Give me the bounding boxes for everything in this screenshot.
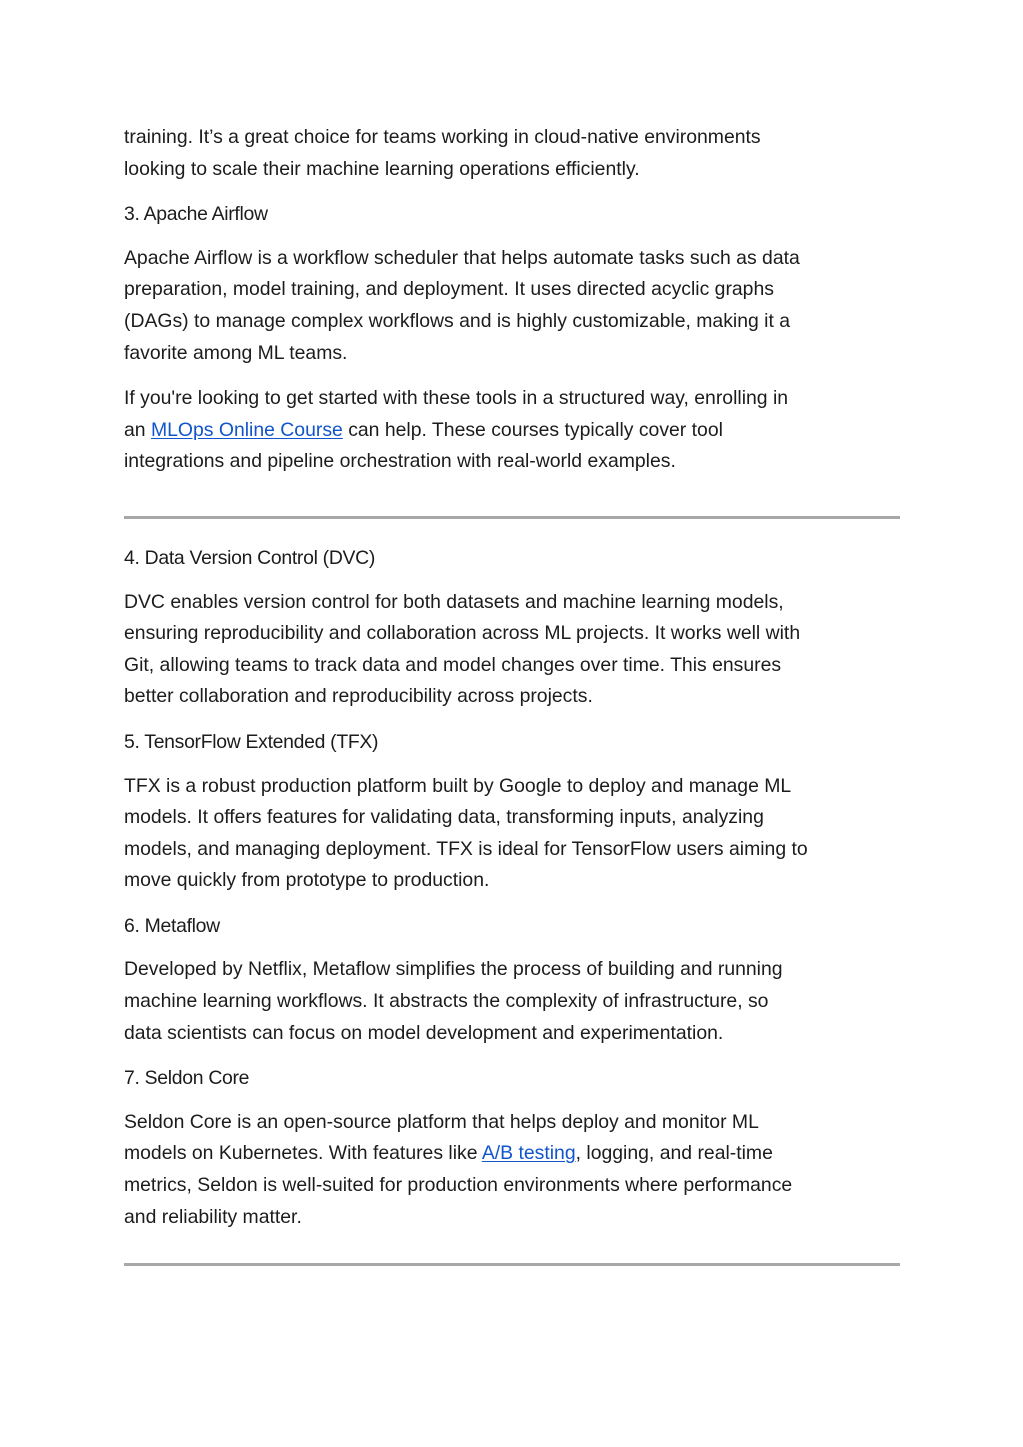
heading-apache-airflow: 3. Apache Airflow [124, 203, 268, 226]
airflow-line-3: (DAGs) to manage complex workflows and is highly customizable, making it a [124, 309, 791, 332]
intro-paragraph [124, 122, 914, 185]
seldon-line-4: and reliability matter. [124, 1205, 302, 1228]
heading-dvc: 4. Data Version Control (DVC) [124, 546, 376, 569]
mlops-line-2-suffix: can help. These courses typically cover tool [342, 418, 723, 441]
bottom-divider [124, 1263, 900, 1266]
seldon-line-1: Seldon Core is an open-source platform that helps deploy and monitor ML [124, 1110, 759, 1133]
tfx-line-1: TFX is a robust production platform built by Google to deploy and manage ML [124, 774, 792, 797]
intro-line-1: training. It’s a great choice for teams working in cloud-native environments [124, 126, 761, 148]
tfx-line-4: move quickly from prototype to production. [124, 869, 490, 892]
seldon-line-2-prefix: models on Kubernetes. With features like [124, 1142, 482, 1165]
dvc-line-3: Git, allowing teams to track data and model changes over time. This ensures [124, 653, 782, 676]
metaflow-line-1: Developed by Netflix, Metaflow simplifies the process of building and running [124, 958, 783, 981]
ab-testing-link[interactable]: A/B testing [481, 1142, 576, 1165]
heading-tfx: 5. TensorFlow Extended (TFX) [124, 730, 379, 753]
mlops-line-1: If you're looking to get started with these tools in a structured way, enrolling in [124, 387, 789, 410]
intro-line-2: looking to scale their machine learning operations efficiently. [124, 157, 640, 180]
tfx-line-2: models. It offers features for validating data, transforming inputs, analyzing [124, 806, 764, 829]
metaflow-paragraph [124, 954, 914, 1049]
heading-metaflow: 6. Metaflow [124, 914, 220, 937]
seldon-paragraph [124, 1107, 914, 1233]
mlops-line-2-prefix: an [124, 418, 151, 441]
airflow-line-1: Apache Airflow is a workflow scheduler that helps automate tasks such as data [124, 246, 800, 269]
airflow-line-2: preparation, model training, and deployment. It uses directed acyclic graphs [124, 278, 774, 301]
dvc-line-1: DVC enables version control for both datasets and machine learning models, [124, 590, 784, 613]
section-divider [124, 516, 900, 519]
mlops-online-course-link[interactable]: MLOps Online Course [150, 418, 343, 441]
mlops-course-paragraph [124, 383, 914, 478]
airflow-line-4: favorite among ML teams. [124, 341, 348, 364]
heading-seldon-core: 7. Seldon Core [124, 1067, 250, 1090]
metaflow-line-3: data scientists can focus on model development and experimentation. [124, 1021, 724, 1044]
tfx-paragraph [124, 771, 914, 897]
seldon-line-2-suffix: , logging, and real-time [575, 1142, 773, 1165]
mlops-line-3: integrations and pipeline orchestration with real-world examples. [124, 450, 676, 473]
document-page [124, 122, 914, 1290]
airflow-paragraph [124, 243, 914, 369]
dvc-paragraph [124, 587, 914, 713]
dvc-line-2: ensuring reproducibility and collaboration across ML projects. It works well with [124, 622, 801, 645]
metaflow-line-2: machine learning workflows. It abstracts the complexity of infrastructure, so [124, 990, 769, 1013]
tfx-line-3: models, and managing deployment. TFX is ideal for TensorFlow users aiming to [124, 837, 808, 860]
dvc-line-4: better collaboration and reproducibility across projects. [124, 685, 593, 708]
seldon-line-3: metrics, Seldon is well-suited for production environments where performance [124, 1174, 793, 1197]
